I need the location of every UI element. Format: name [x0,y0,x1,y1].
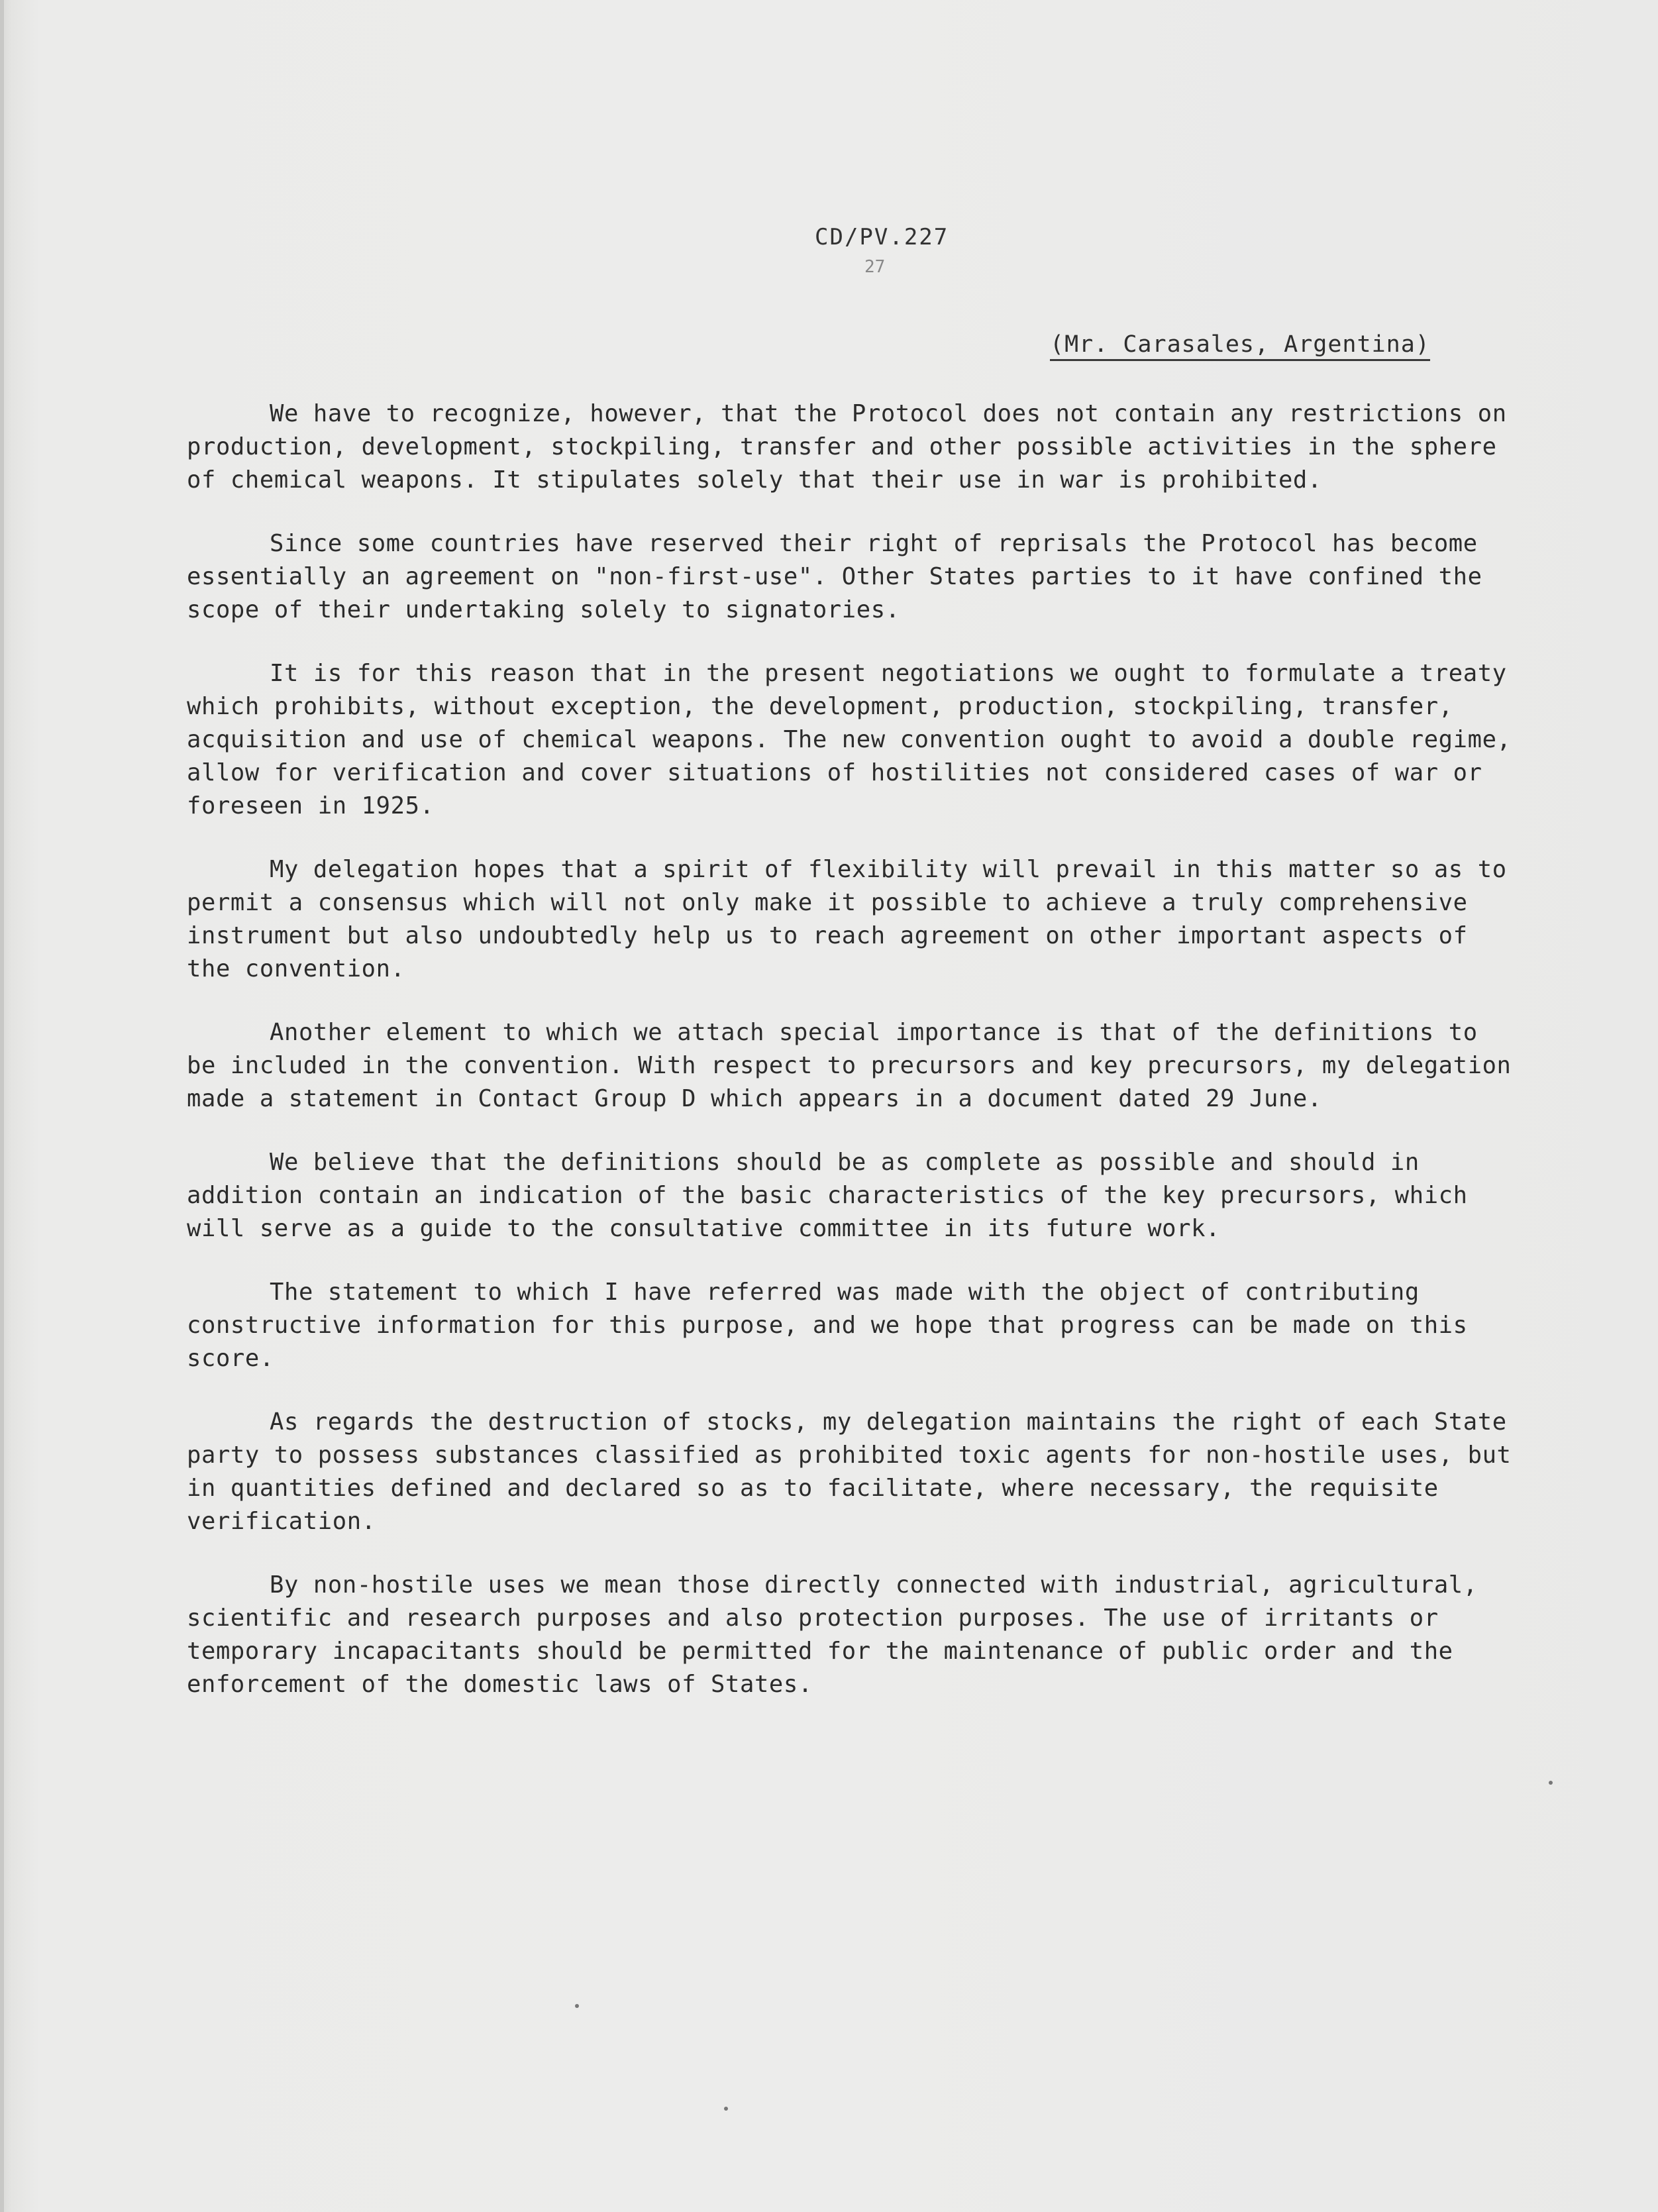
paragraph-4: My delegation hopes that a spirit of flexibility will prevail in this matter so as to permit a consensus which will not only make it possible to achieve a truly comprehensive instrument but also undoubtedly help us to reach agreement on other important aspects of the convention. [187,856,1507,982]
paragraph-9: By non-hostile uses we mean those directly connected with industrial, agricultural, scientific and research purposes and also protection purposes. The use of irritants or temporary incapacitants should be permitted for the maintenance of public order and the enforcement of the domestic laws of States. [187,1571,1478,1698]
page-number: 27 [864,257,886,277]
paragraph-7: The statement to which I have referred was made with the object of contributing constructive information for this purpose, and we hope that progress can be made on this score. [187,1279,1468,1372]
paragraph-3: It is for this reason that in the present negotiations we ought to formulate a treaty which prohibits, without exception, the development, production, stockpiling, transfer, acquisition and use of chemical weapons. The new convention ought to avoid a double regime, allow for verification and cover situations of hostilities not considered cases of war or foreseen in 1925. [187,660,1512,819]
paragraph-5: Another element to which we attach special importance is that of the definitions to be included in the convention. With respect to precursors and key precursors, my delegation made a statement in Contact Group D which appears in a document dated 29 June. [187,1019,1512,1112]
speaker-heading: (Mr. Carasales, Argentina) [1050,331,1430,361]
paragraph-6: We believe that the definitions should be as complete as possible and should in addition contain an indication of the basic characteristics of the key precursors, which will serve as a guide to the consultative committee in its future work. [187,1149,1468,1242]
paragraph-8: As regards the destruction of stocks, my delegation maintains the right of each State party to possess substances classified as prohibited toxic agents for non-hostile uses, but in quantities defined and declared so as to facilitate, where necessary, the requisite verification. [187,1408,1512,1535]
document-reference: CD/PV.227 [815,224,949,250]
page-edge-shadow [0,0,4,2212]
paragraph-2: Since some countries have reserved their right of reprisals the Protocol has become essentially an agreement on "non-first-use". Other States parties to it have confined the scope of their undertaking solely to signatories. [187,530,1482,623]
paragraph-1: We have to recognize, however, that the Protocol does not contain any restrictions on production, development, stockpiling, transfer and other possible activities in the sphere of chemical weapons. It stipulates solely that their use in war is prohibited. [187,400,1507,494]
scan-speck [575,2004,579,2008]
scan-speck [724,2107,728,2111]
scan-speck [1549,1781,1553,1785]
document-body [187,397,1512,1732]
